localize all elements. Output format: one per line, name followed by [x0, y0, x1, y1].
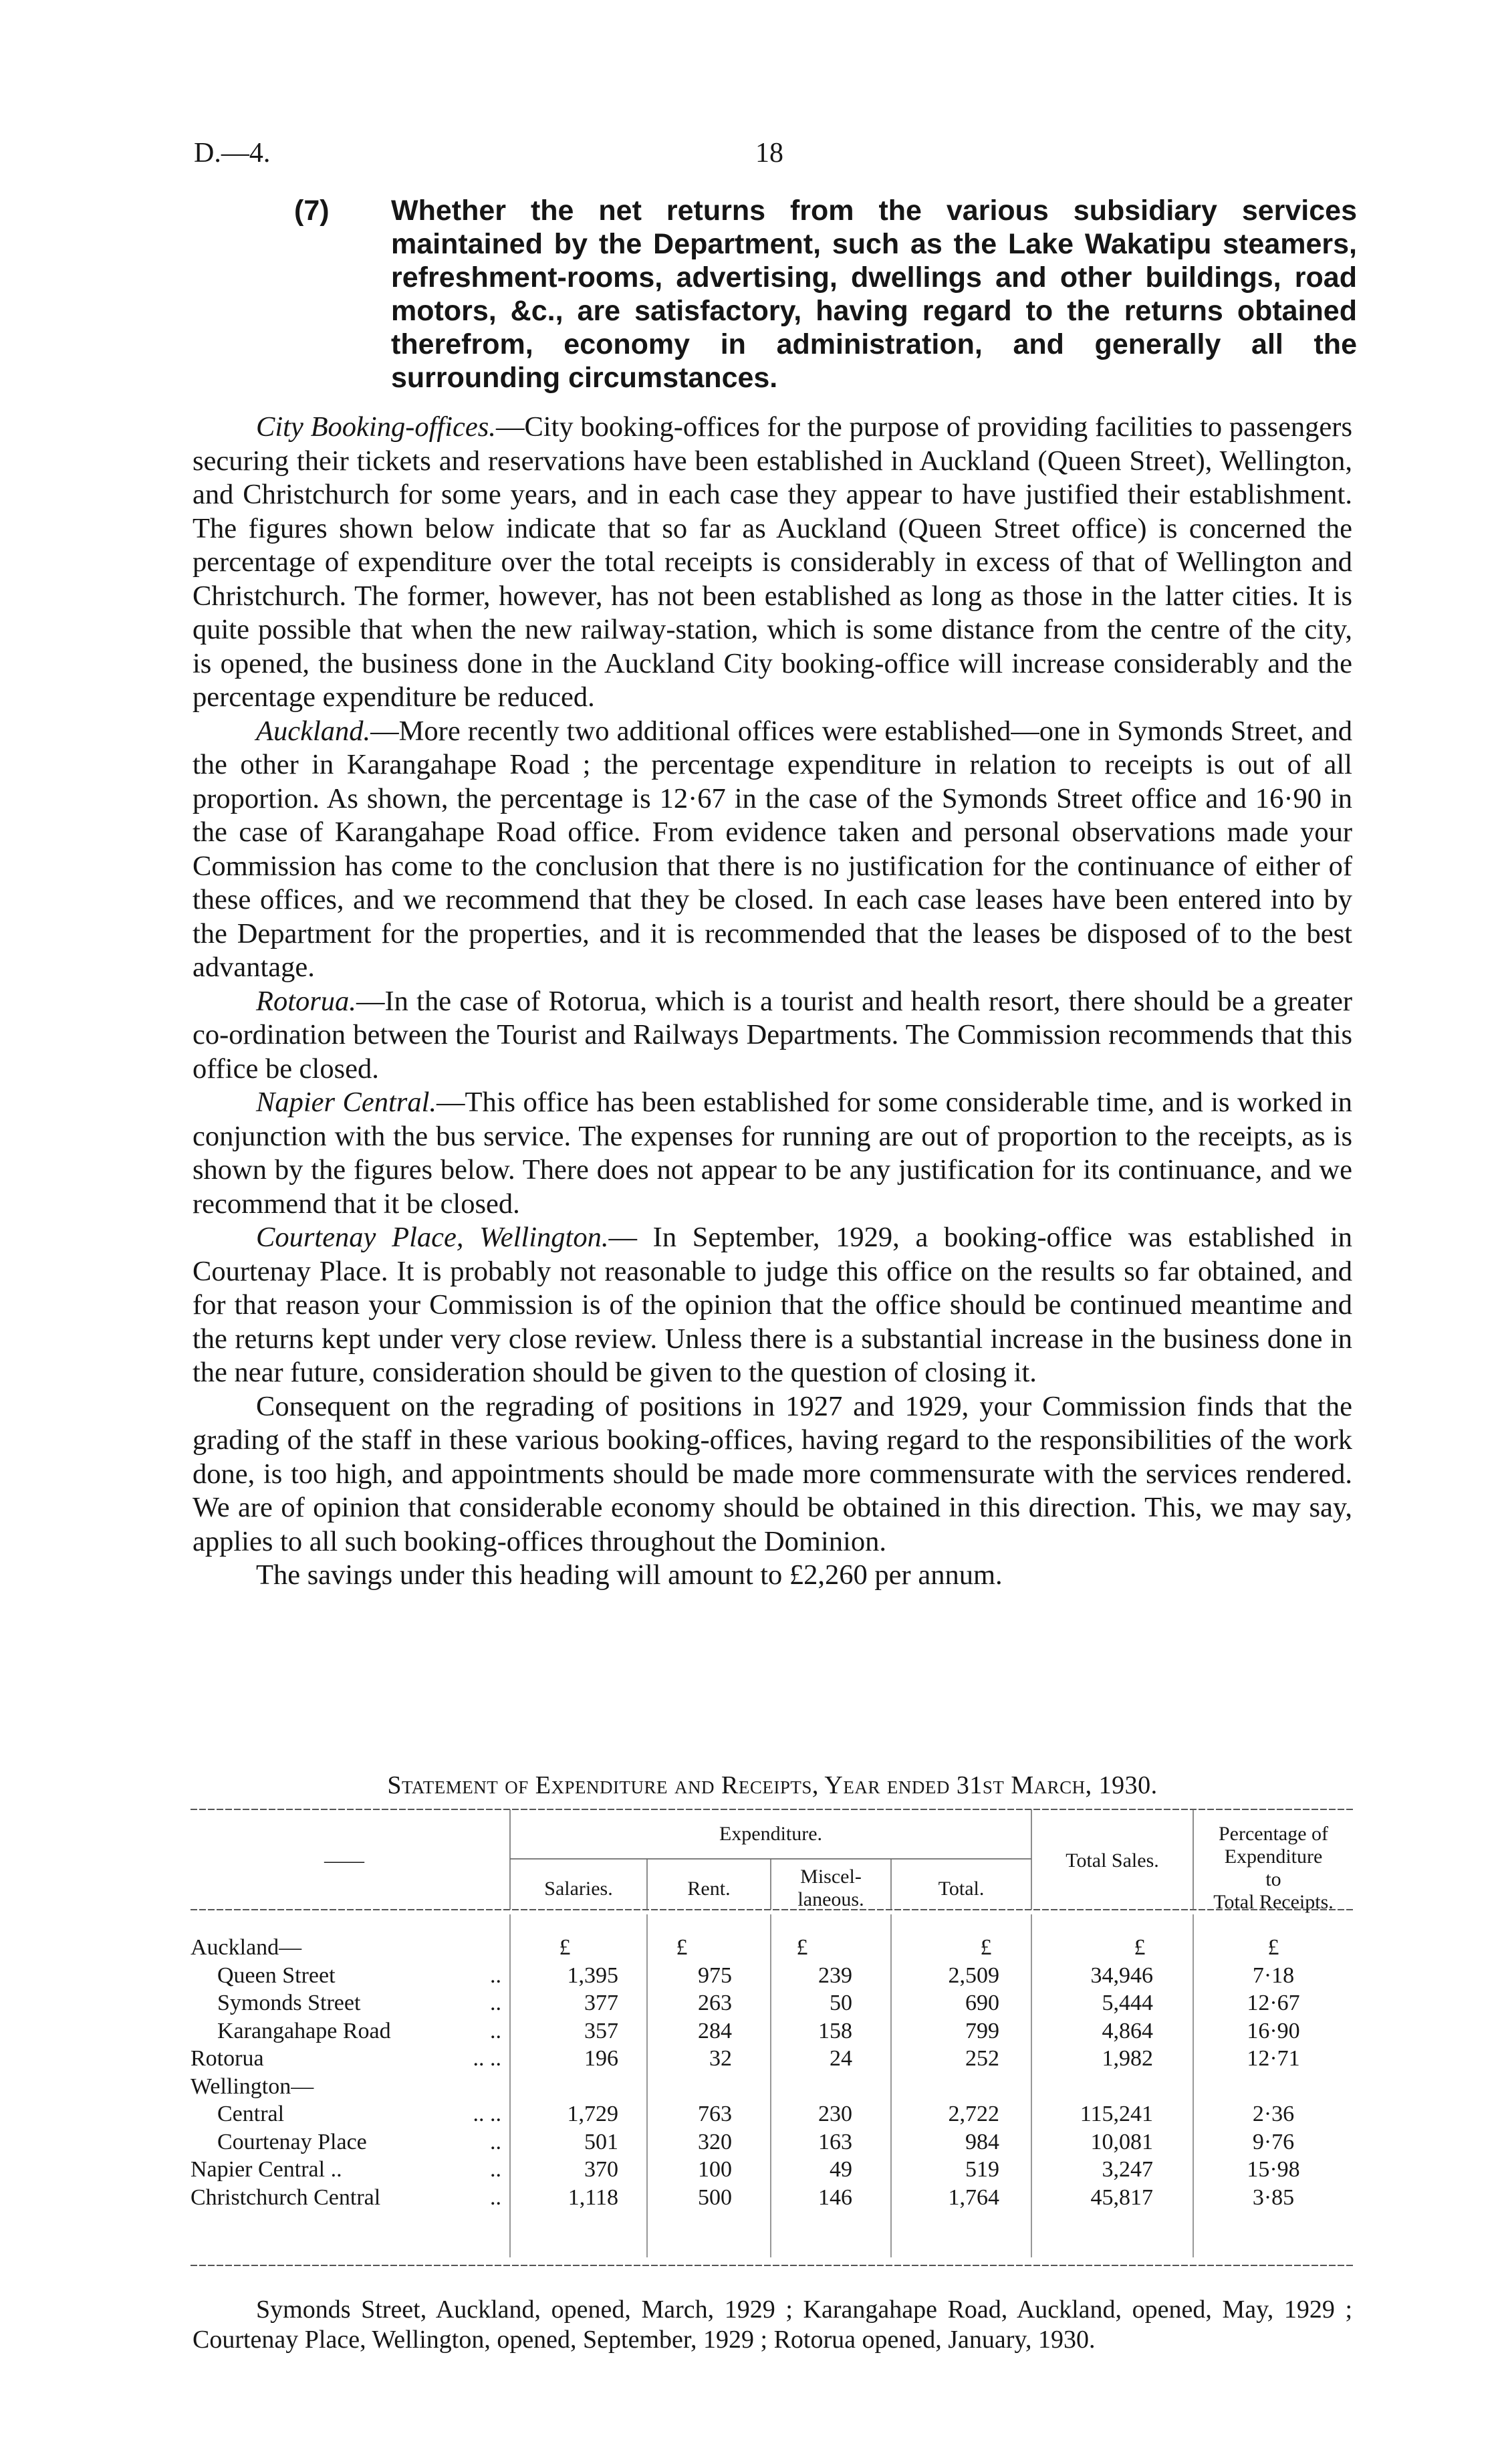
paragraph — [193, 1390, 1352, 1559]
cell-salaries: 1,729 — [567, 2102, 618, 2126]
cell-rent: 100 — [698, 2157, 732, 2182]
cell-salaries: 357 — [584, 2018, 618, 2043]
row-label: Central — [217, 2102, 285, 2126]
row-label: Rotorua — [191, 2046, 264, 2071]
header-rent: Rent. — [687, 1878, 731, 1900]
cell-misc: 158 — [818, 2018, 852, 2043]
paragraph — [193, 1559, 1352, 1593]
row-leader-dots: .. — [490, 2018, 501, 2043]
section-heading — [294, 194, 1357, 395]
paragraph-lead: Courtenay Place, Wellington. — [256, 1222, 609, 1253]
cell-sales: 45,817 — [1090, 2185, 1153, 2210]
paragraph-text: The savings under this heading will amount to £2,260 per annum. — [256, 1559, 1003, 1591]
header-miscellaneous — [771, 1866, 891, 1911]
paragraph-text: Consequent on the regrading of positions in 1927 and 1929, your Commission finds that the grading of the staff in these various booking-offices, having regard to the responsibilities of the work done, is too high, and appointments should be made more commensurate with the services rendered. We are of opinion that considerable economy should be obtained in this direction. This, we may say, applies to all such booking-offices throughout the Dominion. — [193, 1390, 1352, 1557]
paragraph-text: —This office has been established for some considerable time, and is worked in conjunction with the bus service. The expenses for running are out of proportion to the receipts, as is shown by the figures below. There does not appear to be any justification for its continuance, and we recommend that it be closed. — [193, 1087, 1352, 1220]
row-leader-dots: .. — [490, 2185, 501, 2210]
row-label: Courtenay Place — [217, 2129, 367, 2154]
cell-total: 799 — [965, 2018, 999, 2043]
row-leader-dots: .. — [490, 1963, 501, 1988]
row-label: Wellington— — [191, 2074, 314, 2099]
cell-pct: 15·98 — [1247, 2157, 1300, 2182]
header-expenditure: Expenditure. — [719, 1823, 823, 1845]
cell-sales: 3,247 — [1102, 2157, 1153, 2182]
cell-misc: 24 — [830, 2046, 852, 2071]
cell-salaries: 377 — [584, 1991, 618, 2015]
cell-misc: 49 — [830, 2157, 852, 2182]
cell-pct: 3·85 — [1252, 2185, 1295, 2210]
cell-pct: 16·90 — [1247, 2018, 1300, 2043]
cell-total: 252 — [965, 2046, 999, 2071]
header-misc-line1: Miscel- — [800, 1866, 862, 1888]
row-leader-dots: .. — [490, 1991, 501, 2015]
row-label: Napier Central .. — [191, 2157, 342, 2182]
row-leader-dots: .. — [490, 2157, 501, 2182]
cell-sales: 4,864 — [1102, 2018, 1153, 2043]
cell-rent: 284 — [698, 2018, 732, 2043]
cell-total: 2,509 — [948, 1963, 999, 1988]
header-total: Total. — [938, 1878, 985, 1900]
cell-salaries: 501 — [584, 2129, 618, 2154]
unit-symbol: £ — [796, 1935, 808, 1960]
cell-total: 690 — [965, 1991, 999, 2015]
row-leader-dots: .. .. — [473, 2046, 501, 2071]
cell-total: 1,764 — [948, 2185, 999, 2210]
cell-rent: 763 — [698, 2102, 732, 2126]
cell-sales: 5,444 — [1102, 1991, 1153, 2015]
cell-sales: 10,081 — [1090, 2129, 1153, 2154]
row-label: Christchurch Central — [191, 2185, 381, 2210]
cell-rent: 500 — [698, 2185, 732, 2210]
cell-rent: 32 — [709, 2046, 732, 2071]
cell-pct: 2·36 — [1252, 2102, 1295, 2126]
table-title: Statement of Expenditure and Receipts, Year ended 31st March, 1930. — [387, 1771, 1158, 1799]
paragraph-text: —More recently two additional offices were established—one in Symonds Street, and the other in Karangahape Road ; the percentage expenditure in relation to receipts is out of all proportion. As shown, the percentage is 12·67 in the case of the Symonds Street office and 16·90 in the case of Karangahape Road office. From evidence taken and personal observations made your Commission has come to the conclusion that there is no justification for the continuance of either of these offices, and we recommend that they be closed. In each case leases have been entered into by the Department for the properties, and it is recommended that the leases be disposed of to the best advantage. — [193, 715, 1352, 983]
cell-salaries: 370 — [584, 2157, 618, 2182]
header-misc-line2: laneous. — [797, 1888, 864, 1910]
expenditure-table — [191, 1804, 1354, 2279]
paragraph-text: —In the case of Rotorua, which is a tourist and health resort, there should be a greater co-ordination between the Tourist and Railways Departments. The Commission recommends that this office be closed. — [193, 985, 1352, 1085]
cell-total: 519 — [965, 2157, 999, 2182]
paragraph-lead: Napier Central. — [256, 1087, 437, 1118]
cell-total: 984 — [965, 2129, 999, 2154]
header-total-sales: Total Sales. — [1066, 1850, 1159, 1872]
cell-rent: 263 — [698, 1991, 732, 2015]
unit-symbol: £ — [676, 1935, 688, 1960]
cell-total: 2,722 — [948, 2102, 999, 2126]
paragraph — [193, 411, 1352, 715]
row-leader-dots: .. — [490, 2129, 501, 2154]
header-pct-line1: Percentage of — [1218, 1823, 1329, 1845]
paragraph — [193, 715, 1352, 985]
paragraph-lead: Rotorua. — [256, 985, 356, 1017]
section-heading-text: Whether the net returns from the various subsidiary services maintained by the Department, such as the Lake Wakatipu steamers, refreshment-rooms, advertising, dwellings and other buildings, road motors, &c., are satisfactory, having regard to the returns obtained therefrom, economy in administration, and generally all the surrounding circumstances. — [391, 195, 1357, 394]
section-number: (7) — [294, 195, 330, 227]
cell-salaries: 1,118 — [568, 2185, 618, 2210]
unit-symbol: £ — [1134, 1935, 1146, 1960]
header-salaries: Salaries. — [544, 1878, 613, 1900]
unit-symbol: £ — [980, 1935, 992, 1960]
cell-misc: 230 — [818, 2102, 852, 2126]
header-percentage — [1193, 1823, 1354, 1914]
cell-sales: 1,982 — [1102, 2046, 1153, 2071]
cell-pct: 7·18 — [1252, 1963, 1295, 1988]
cell-salaries: 196 — [584, 2046, 618, 2071]
body-text — [193, 411, 1352, 1593]
unit-symbol: £ — [1267, 1935, 1279, 1960]
cell-misc: 50 — [830, 1991, 852, 2015]
row-label: Queen Street — [217, 1963, 336, 1988]
cell-salaries: 1,395 — [567, 1963, 618, 1988]
paragraph-text: — In September, 1929, a booking-office was established in Courtenay Place. It is probably not reasonable to judge this office on the results so far obtained, and for that reason your Commission is of the opinion that the office should be continued meantime and the returns kept under very close review. Unless there is a substantial increase in the business done in the near future, consideration should be given to the question of closing it. — [193, 1222, 1353, 1388]
document-code: D.—4. — [194, 138, 271, 169]
header-blank: —— — [324, 1850, 364, 1872]
paragraph — [193, 1086, 1352, 1221]
cell-pct: 12·67 — [1247, 1991, 1300, 2015]
cell-rent: 320 — [698, 2129, 732, 2154]
table-footnote: Symonds Street, Auckland, opened, March, 1929 ; Karangahape Road, Auckland, opened, May, 1929 ; Courtenay Place, Wellington, opened, September, 1929 ; Rotorua opened, January, 1930. — [193, 2295, 1352, 2354]
row-label: Symonds Street — [217, 1991, 361, 2015]
header-pct-line2: Expenditure — [1224, 1845, 1323, 1868]
cell-sales: 115,241 — [1080, 2102, 1153, 2126]
cell-pct: 12·71 — [1247, 2046, 1300, 2071]
cell-misc: 146 — [818, 2185, 852, 2210]
page-number: 18 — [755, 138, 783, 169]
paragraph-lead: Auckland. — [256, 715, 371, 747]
cell-pct: 9·76 — [1252, 2129, 1295, 2154]
cell-sales: 34,946 — [1090, 1963, 1153, 1988]
row-leader-dots: .. .. — [473, 2102, 501, 2126]
paragraph-lead: City Booking-offices. — [256, 411, 496, 443]
row-label: Karangahape Road — [217, 2018, 391, 2043]
row-label: Auckland— — [191, 1935, 302, 1960]
unit-symbol: £ — [559, 1935, 571, 1960]
header-pct-line4: Total Receipts. — [1213, 1891, 1334, 1913]
paragraph — [193, 1221, 1352, 1390]
cell-misc: 239 — [818, 1963, 852, 1988]
cell-rent: 975 — [698, 1963, 732, 1988]
header-pct-line3: to — [1265, 1868, 1281, 1890]
cell-misc: 163 — [818, 2129, 852, 2154]
paragraph — [193, 985, 1352, 1087]
paragraph-text: —City booking-offices for the purpose of providing facilities to passengers securing their tickets and reservations have been established in Auckland (Queen Street), Wellington, and Christchurch for some years, and in each case they appear to have justified their establishment. The figures shown below indicate that so far as Auckland (Queen Street office) is concerned the percentage of expenditure over the total receipts is considerably in excess of that of Wellington and Christchurch. The former, however, has not been established as long as those in the latter cities. It is quite possible that when the new railway-station, which is some distance from the centre of the city, is opened, the business done in the Auckland City booking-office will increase considerably and the percentage expenditure be reduced. — [193, 411, 1352, 713]
